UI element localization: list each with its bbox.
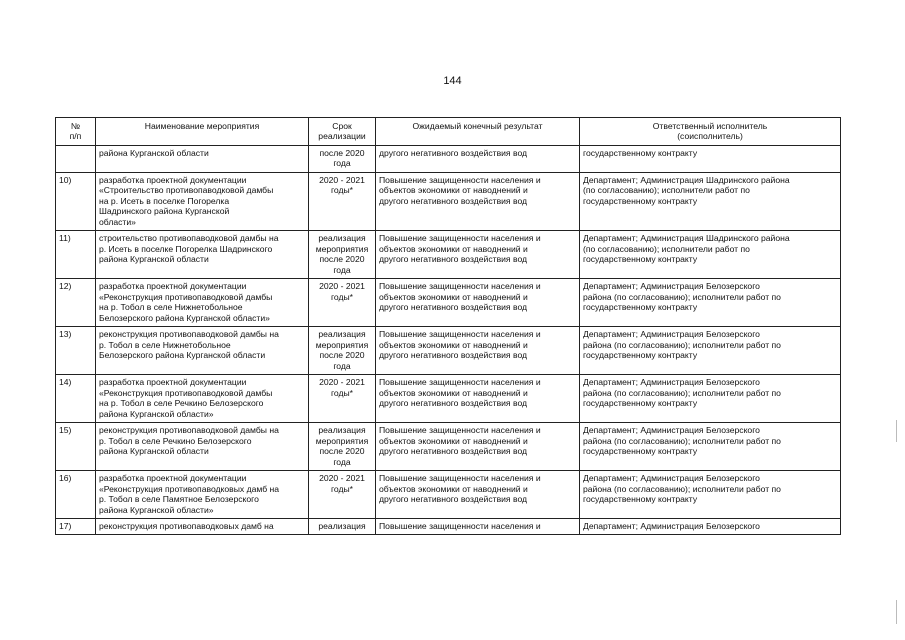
cell-term: реализация: [309, 518, 376, 534]
cell-measure-name: реконструкция противопаводковой дамбы на р. Тобол в селе Нижнетобольное Белозерского района Курганской области: [96, 327, 309, 375]
cell-num: [56, 145, 96, 172]
cell-num: 12): [56, 279, 96, 327]
cell-responsible: государственному контракту: [580, 145, 841, 172]
table-row: [56, 145, 841, 172]
header-responsible: Ответственный исполнитель (соисполнитель): [580, 118, 841, 146]
header-term: Срок реализации: [309, 118, 376, 146]
cell-num: 11): [56, 231, 96, 279]
cell-num: 17): [56, 518, 96, 534]
cell-result: Повышение защищенности населения и объектов экономики от наводнений и другого негативного воздействия вод: [376, 375, 580, 423]
cell-result: Повышение защищенности населения и объектов экономики от наводнений и другого негативного воздействия вод: [376, 327, 580, 375]
cell-measure-name: района Курганской области: [96, 145, 309, 172]
cell-term: после 2020 года: [309, 145, 376, 172]
cell-measure-name: реконструкция противопаводковой дамбы на р. Тобол в селе Речкино Белозерского района Курганской области: [96, 423, 309, 471]
cell-responsible: Департамент; Администрация Белозерского: [580, 518, 841, 534]
cell-responsible: Департамент; Администрация Шадринского района (по согласованию); исполнители работ по государственному контракту: [580, 231, 841, 279]
cell-term: 2020 - 2021 годы*: [309, 279, 376, 327]
table-row: [56, 423, 841, 471]
table-row: [56, 231, 841, 279]
cell-term: 2020 - 2021 годы*: [309, 471, 376, 519]
cell-result: Повышение защищенности населения и объектов экономики от наводнений и другого негативного воздействия вод: [376, 423, 580, 471]
table-row: [56, 471, 841, 519]
table-row: [56, 375, 841, 423]
cell-responsible: Департамент; Администрация Белозерского района (по согласованию); исполнители работ по государственному контракту: [580, 471, 841, 519]
cell-term: 2020 - 2021 годы*: [309, 375, 376, 423]
cell-term: реализация мероприятия после 2020 года: [309, 327, 376, 375]
table-header: [56, 118, 841, 146]
header-row: [56, 118, 841, 146]
table-row: [56, 518, 841, 534]
cell-result: другого негативного воздействия вод: [376, 145, 580, 172]
cell-measure-name: разработка проектной документации «Реконструкция противопаводковых дамб на р. Тобол в селе Памятное Белозерского района Курганской области»: [96, 471, 309, 519]
scan-edge-mark: [896, 420, 897, 442]
scan-edge-mark: [896, 600, 897, 624]
cell-result: Повышение защищенности населения и: [376, 518, 580, 534]
table-row: [56, 327, 841, 375]
cell-result: Повышение защищенности населения и объектов экономики от наводнений и другого негативного воздействия вод: [376, 471, 580, 519]
cell-measure-name: реконструкция противопаводковых дамб на: [96, 518, 309, 534]
table-row: [56, 279, 841, 327]
cell-num: 10): [56, 172, 96, 230]
cell-measure-name: разработка проектной документации «Реконструкция противопаводковой дамбы на р. Тобол в селе Нижнетобольное Белозерского района Курганской области»: [96, 279, 309, 327]
cell-num: 14): [56, 375, 96, 423]
cell-responsible: Департамент; Администрация Белозерского района (по согласованию); исполнители работ по государственному контракту: [580, 279, 841, 327]
cell-responsible: Департамент; Администрация Белозерского района (по согласованию); исполнители работ по государственному контракту: [580, 327, 841, 375]
page-number: 144: [443, 75, 462, 87]
measures-table: [55, 117, 841, 535]
cell-term: реализация мероприятия после 2020 года: [309, 231, 376, 279]
cell-term: реализация мероприятия после 2020 года: [309, 423, 376, 471]
cell-result: Повышение защищенности населения и объектов экономики от наводнений и другого негативного воздействия вод: [376, 172, 580, 230]
cell-num: 15): [56, 423, 96, 471]
cell-result: Повышение защищенности населения и объектов экономики от наводнений и другого негативного воздействия вод: [376, 279, 580, 327]
cell-result: Повышение защищенности населения и объектов экономики от наводнений и другого негативного воздействия вод: [376, 231, 580, 279]
cell-num: 16): [56, 471, 96, 519]
table-row: [56, 172, 841, 230]
cell-responsible: Департамент; Администрация Белозерского района (по согласованию); исполнители работ по государственному контракту: [580, 375, 841, 423]
cell-term: 2020 - 2021 годы*: [309, 172, 376, 230]
cell-num: 13): [56, 327, 96, 375]
header-name: Наименование мероприятия: [96, 118, 309, 146]
cell-measure-name: разработка проектной документации «Строительство противопаводковой дамбы на р. Исеть в поселке Погорелка Шадринского района Курганской области»: [96, 172, 309, 230]
table-body: [56, 145, 841, 535]
header-num: № п/п: [56, 118, 96, 146]
cell-measure-name: разработка проектной документации «Реконструкция противопаводковой дамбы на р. Тобол в селе Речкино Белозерского района Курганской области»: [96, 375, 309, 423]
cell-responsible: Департамент; Администрация Шадринского района (по согласованию); исполнители работ по государственному контракту: [580, 172, 841, 230]
cell-responsible: Департамент; Администрация Белозерского района (по согласованию); исполнители работ по государственному контракту: [580, 423, 841, 471]
cell-measure-name: строительство противопаводковой дамбы на р. Исеть в поселке Погорелка Шадринского района Курганской области: [96, 231, 309, 279]
header-result: Ожидаемый конечный результат: [376, 118, 580, 146]
